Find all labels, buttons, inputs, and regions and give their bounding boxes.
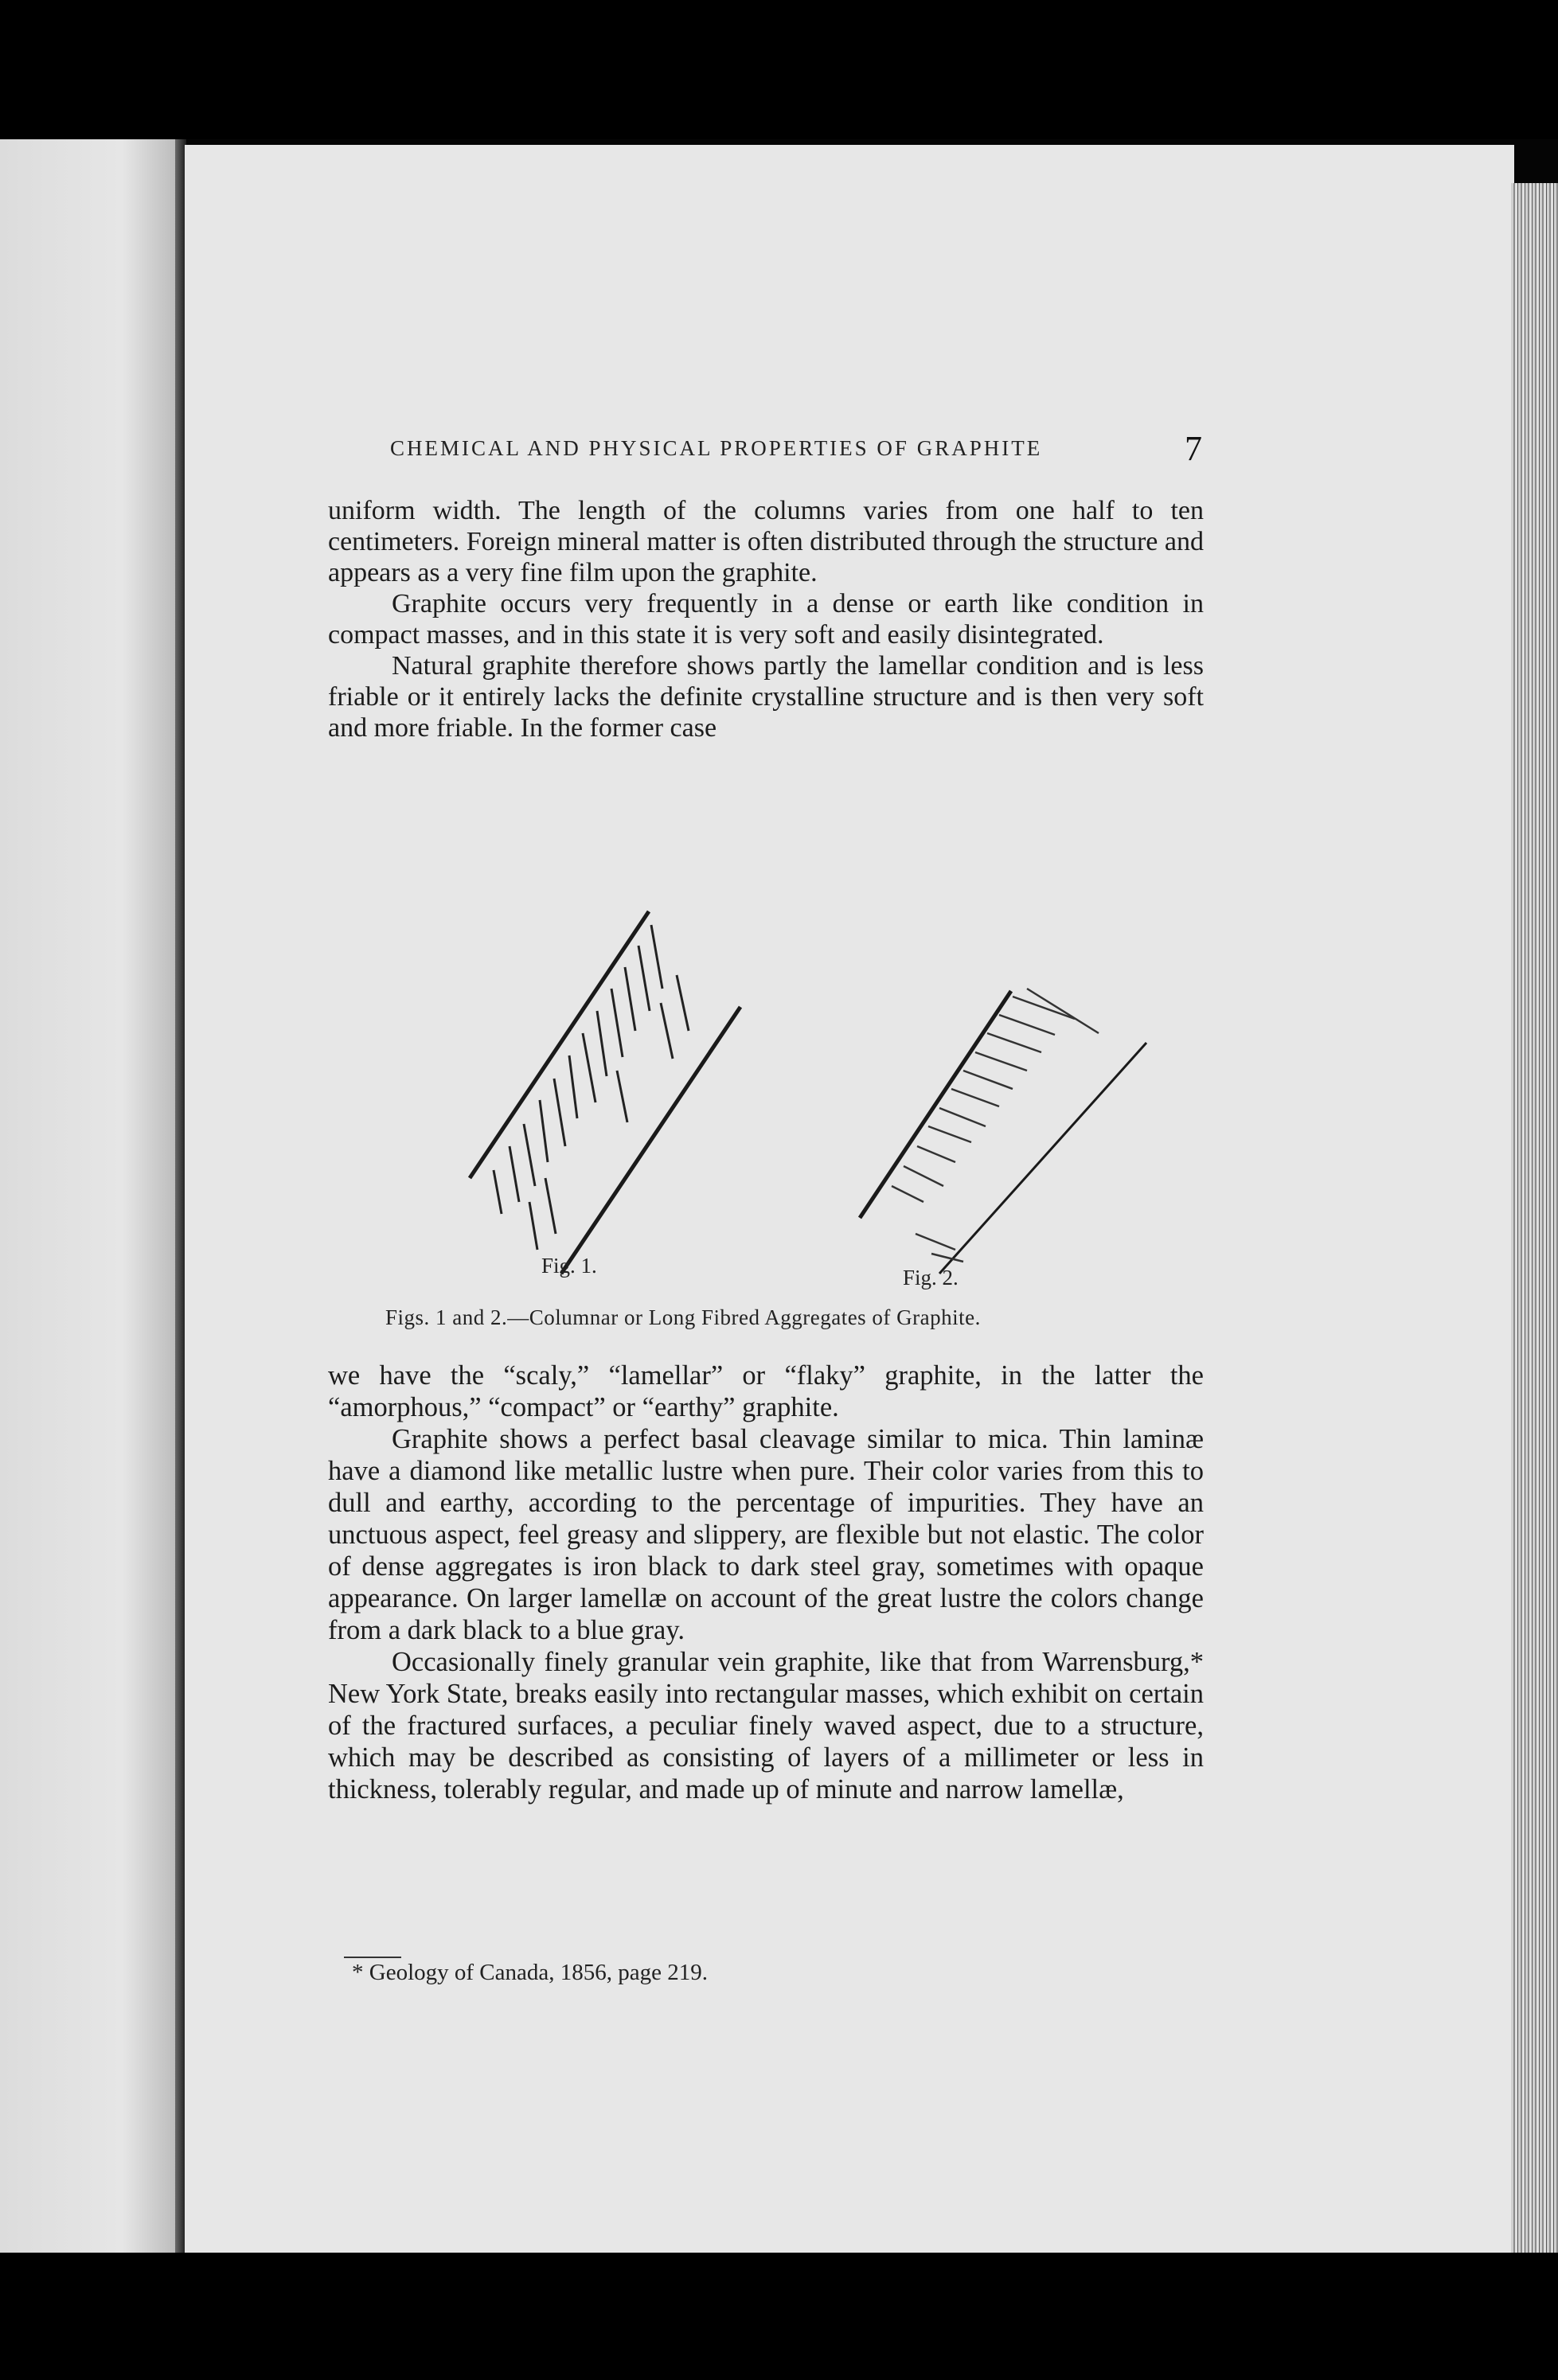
body-text-top: [328, 495, 1204, 743]
figure-2-drawing: [860, 989, 1146, 1274]
page-stack-edges: [1511, 183, 1558, 2253]
figure-caption: Figs. 1 and 2.—Columnar or Long Fibred Aggregates of Graphite.: [385, 1305, 981, 1329]
body-text-bottom: [328, 1360, 1204, 1805]
paragraph: Occasionally finely granular vein graphite, like that from Warrensburg,* New York State, breaks easily into rectangular masses, which exhibit on certain of the fractured surfaces, a peculiar finely waved aspect, due to a structure, which may be described as consisting of layers of a millimeter or less in thickness, tolerably regular, and made up of minute and narrow lamellæ,: [328, 1647, 1204, 1805]
figure-2-label: Fig. 2.: [903, 1266, 959, 1289]
paragraph: Graphite shows a perfect basal cleavage similar to mica. Thin laminæ have a diamond like metallic lustre when pure. Their color varies from this to dull and earthy, according to the percentage of impurities. They have an unctuous aspect, feel greasy and slippery, are flexible but not elastic. The color of dense aggregates is iron black to dark steel gray, sometimes with opaque appearance. On larger lamellæ on account of the great lustre the colors change from a dark black to a blue gray.: [328, 1424, 1204, 1645]
page-number: 7: [1185, 429, 1202, 468]
figure-1-label: Fig. 1.: [541, 1254, 597, 1278]
figure-1-drawing: [470, 911, 740, 1274]
facing-page-edge: [0, 139, 175, 2253]
running-header: CHEMICAL AND PHYSICAL PROPERTIES OF GRAPHITE: [390, 436, 1043, 460]
graphite-figures: [446, 899, 1178, 1313]
paragraph: Graphite occurs very frequently in a dense or earth like condition in compact masses, and in this state it is very soft and easily disintegrated.: [328, 589, 1204, 650]
scan-background-top: [0, 0, 1558, 139]
paragraph: we have the “scaly,” “lamellar” or “flaky” graphite, in the latter the “amorphous,” “compact” or “earthy” graphite.: [328, 1360, 1204, 1422]
footnote: * Geology of Canada, 1856, page 219.: [352, 1960, 708, 1985]
scan-background-bottom: [0, 2253, 1558, 2380]
paragraph: Natural graphite therefore shows partly the lamellar condition and is less friable or it entirely lacks the definite crystalline structure and is then very soft and more friable. In the former case: [328, 651, 1204, 743]
paragraph: uniform width. The length of the columns varies from one half to ten centimeters. Foreign mineral matter is often distributed through the structure and appears as a very fine film upon the graphite.: [328, 496, 1204, 587]
footnote-divider: [344, 1957, 401, 1958]
